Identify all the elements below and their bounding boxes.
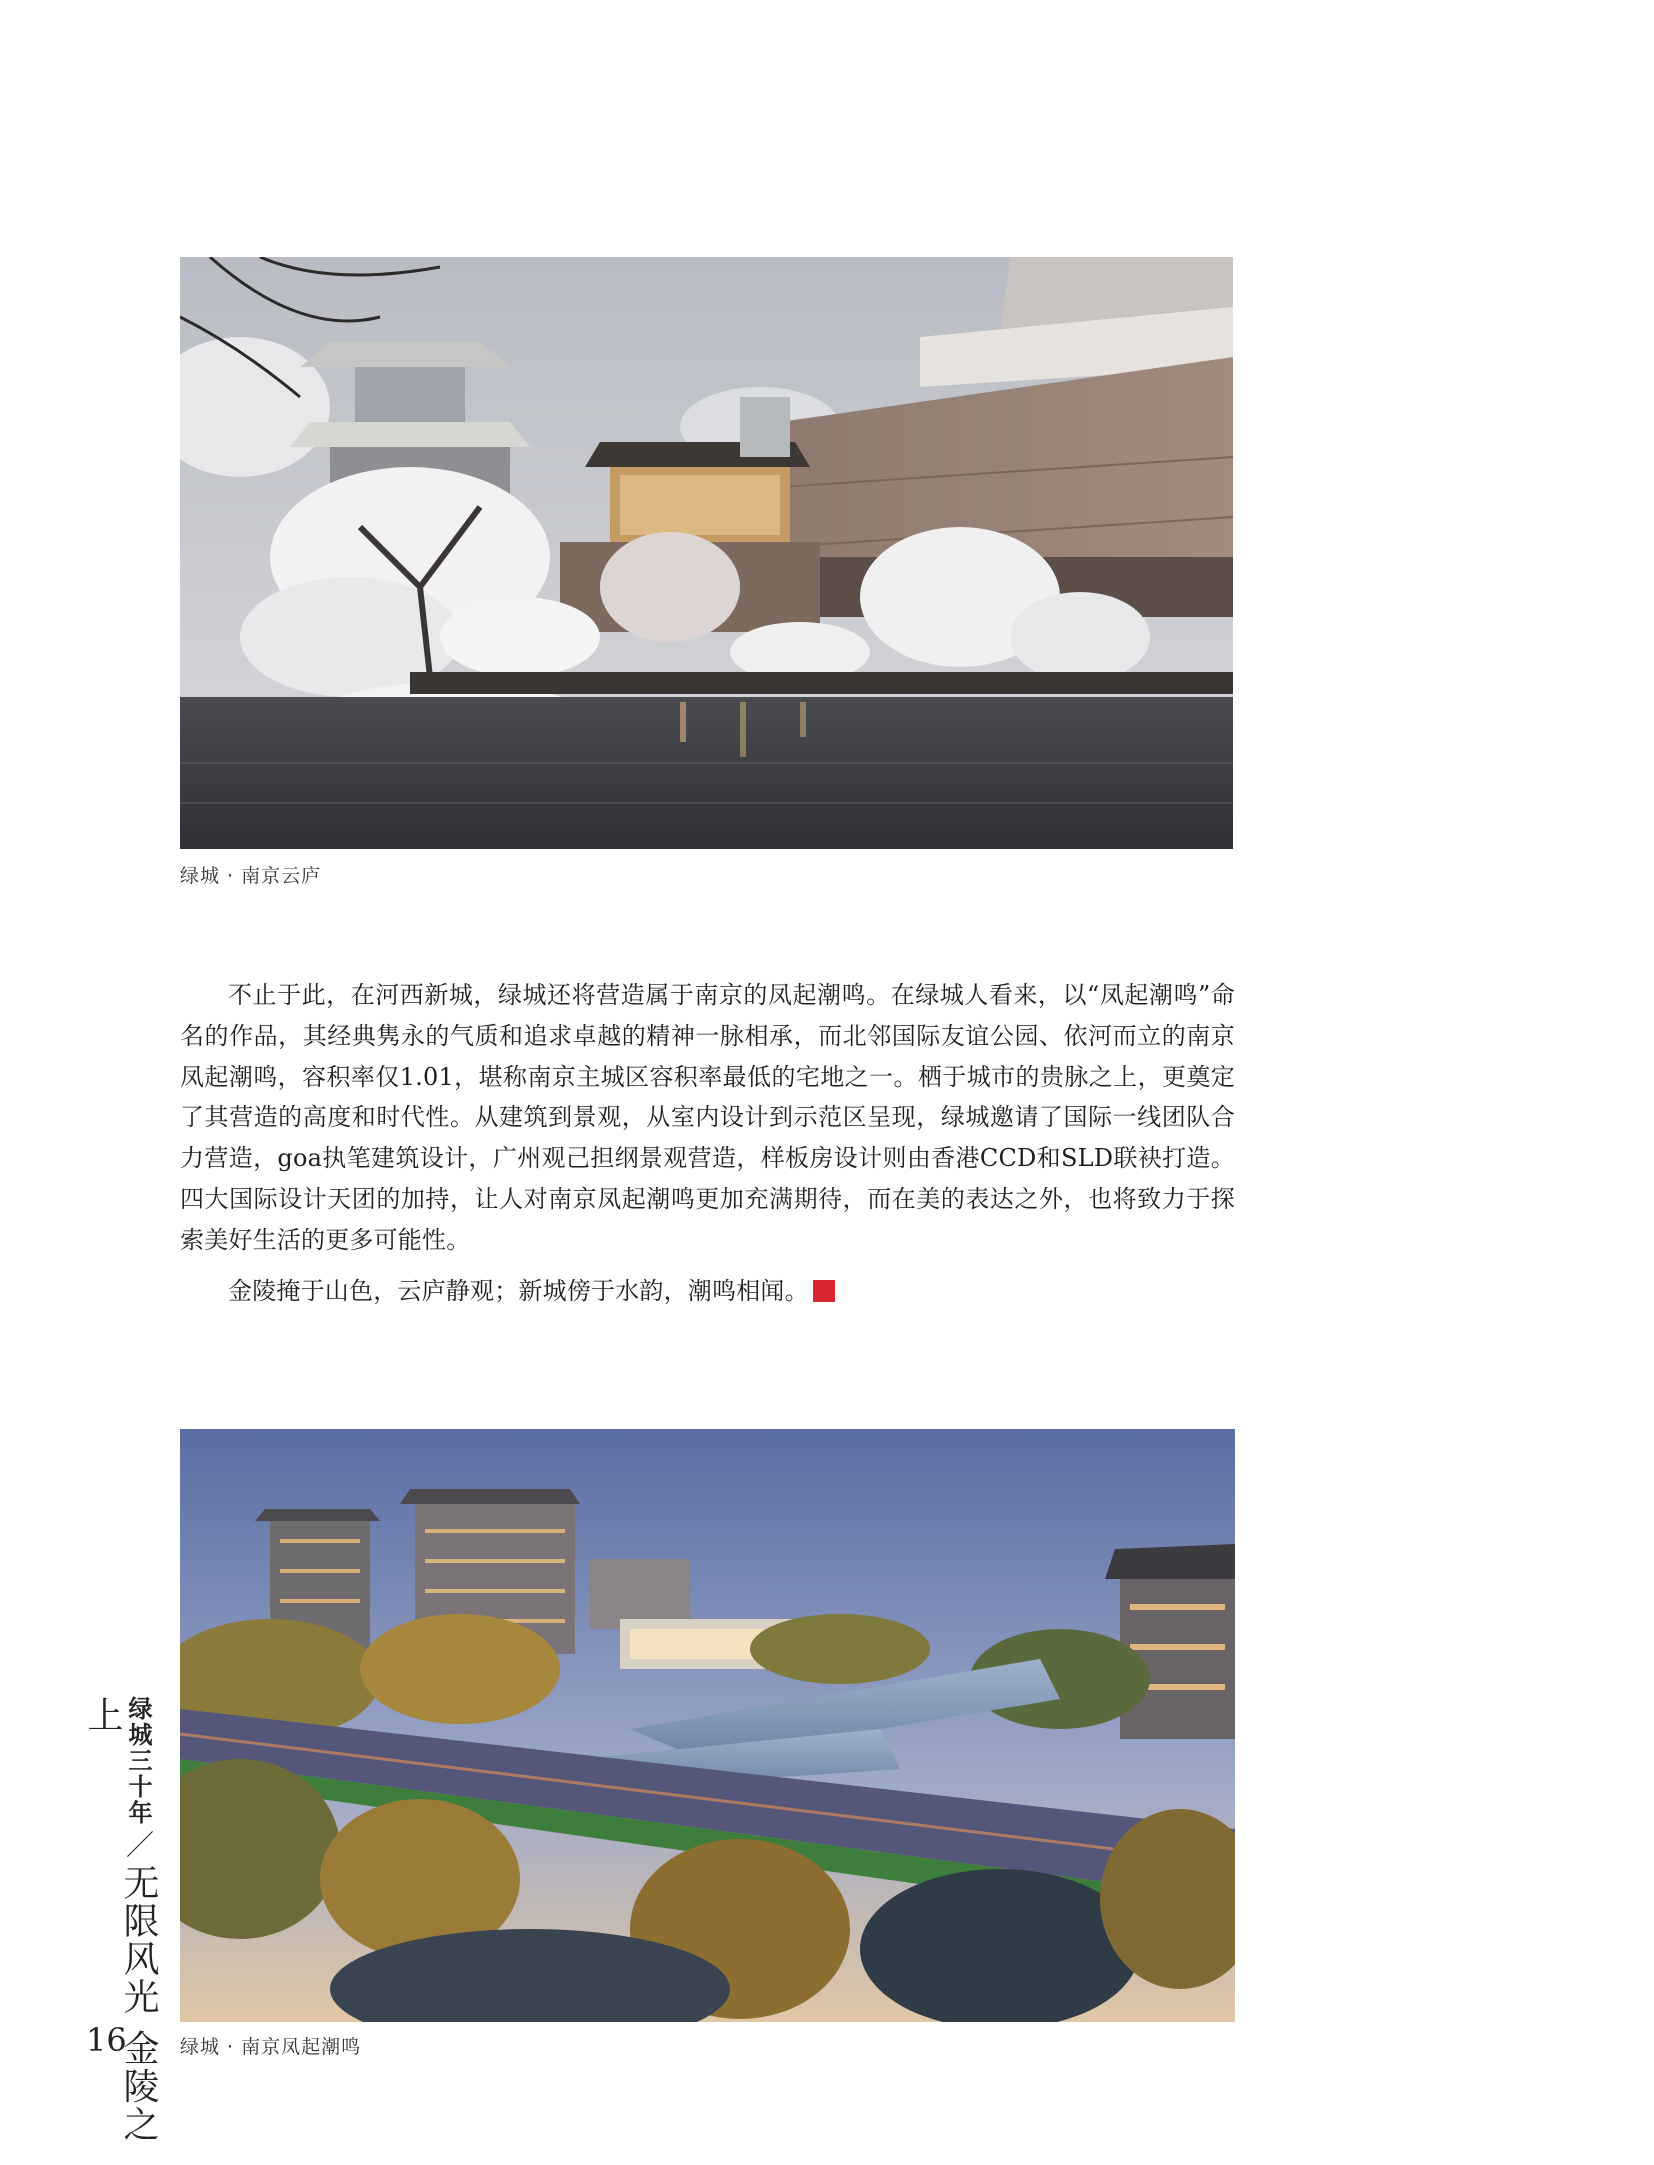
title-separator: ／: [122, 1830, 155, 1860]
riverside-towers-illustration: [180, 1429, 1235, 2022]
snowy-garden-photo: [180, 257, 1233, 849]
series-title: 绿城三十年: [124, 1696, 152, 1826]
article-body: [180, 975, 1235, 1311]
figure-caption-2: 绿城 · 南京凤起潮鸣: [180, 2036, 362, 2058]
chapter-title: 无限风光 金陵之上: [82, 1696, 159, 2144]
page-number: 16: [86, 2021, 127, 2059]
running-title: [82, 1696, 159, 2165]
snowy-garden-illustration: [180, 257, 1233, 849]
figure-caption-1: 绿城 · 南京云庐: [180, 865, 322, 887]
paragraph-1: 不止于此，在河西新城，绿城还将营造属于南京的凤起潮鸣。在绿城人看来，以“凤起潮鸣”命名的作品，其经典隽永的气质和追求卓越的精神一脉相承，而北邻国际友谊公园、依河而立的南京凤起潮鸣，容积率仅1.01，堪称南京主城区容积率最低的宅地之一。栖于城市的贵脉之上，更奠定了其营造的高度和时代性。从建筑到景观，从室内设计到示范区呈现，绿城邀请了国际一线团队合力营造，goa执笔建筑设计，广州观己担纲景观营造，样板房设计则由香港CCD和SLD联袂打造。四大国际设计天团的加持，让人对南京凤起潮鸣更加充满期待，而在美的表达之外，也将致力于探索美好生活的更多可能性。: [180, 981, 1235, 1254]
riverside-towers-photo: [180, 1429, 1235, 2022]
end-mark-icon: [813, 1280, 835, 1302]
paragraph-2-text: 金陵掩于山色，云庐静观；新城傍于水韵，潮鸣相闻。: [228, 1276, 809, 1305]
paragraph-2: [180, 1271, 1235, 1312]
